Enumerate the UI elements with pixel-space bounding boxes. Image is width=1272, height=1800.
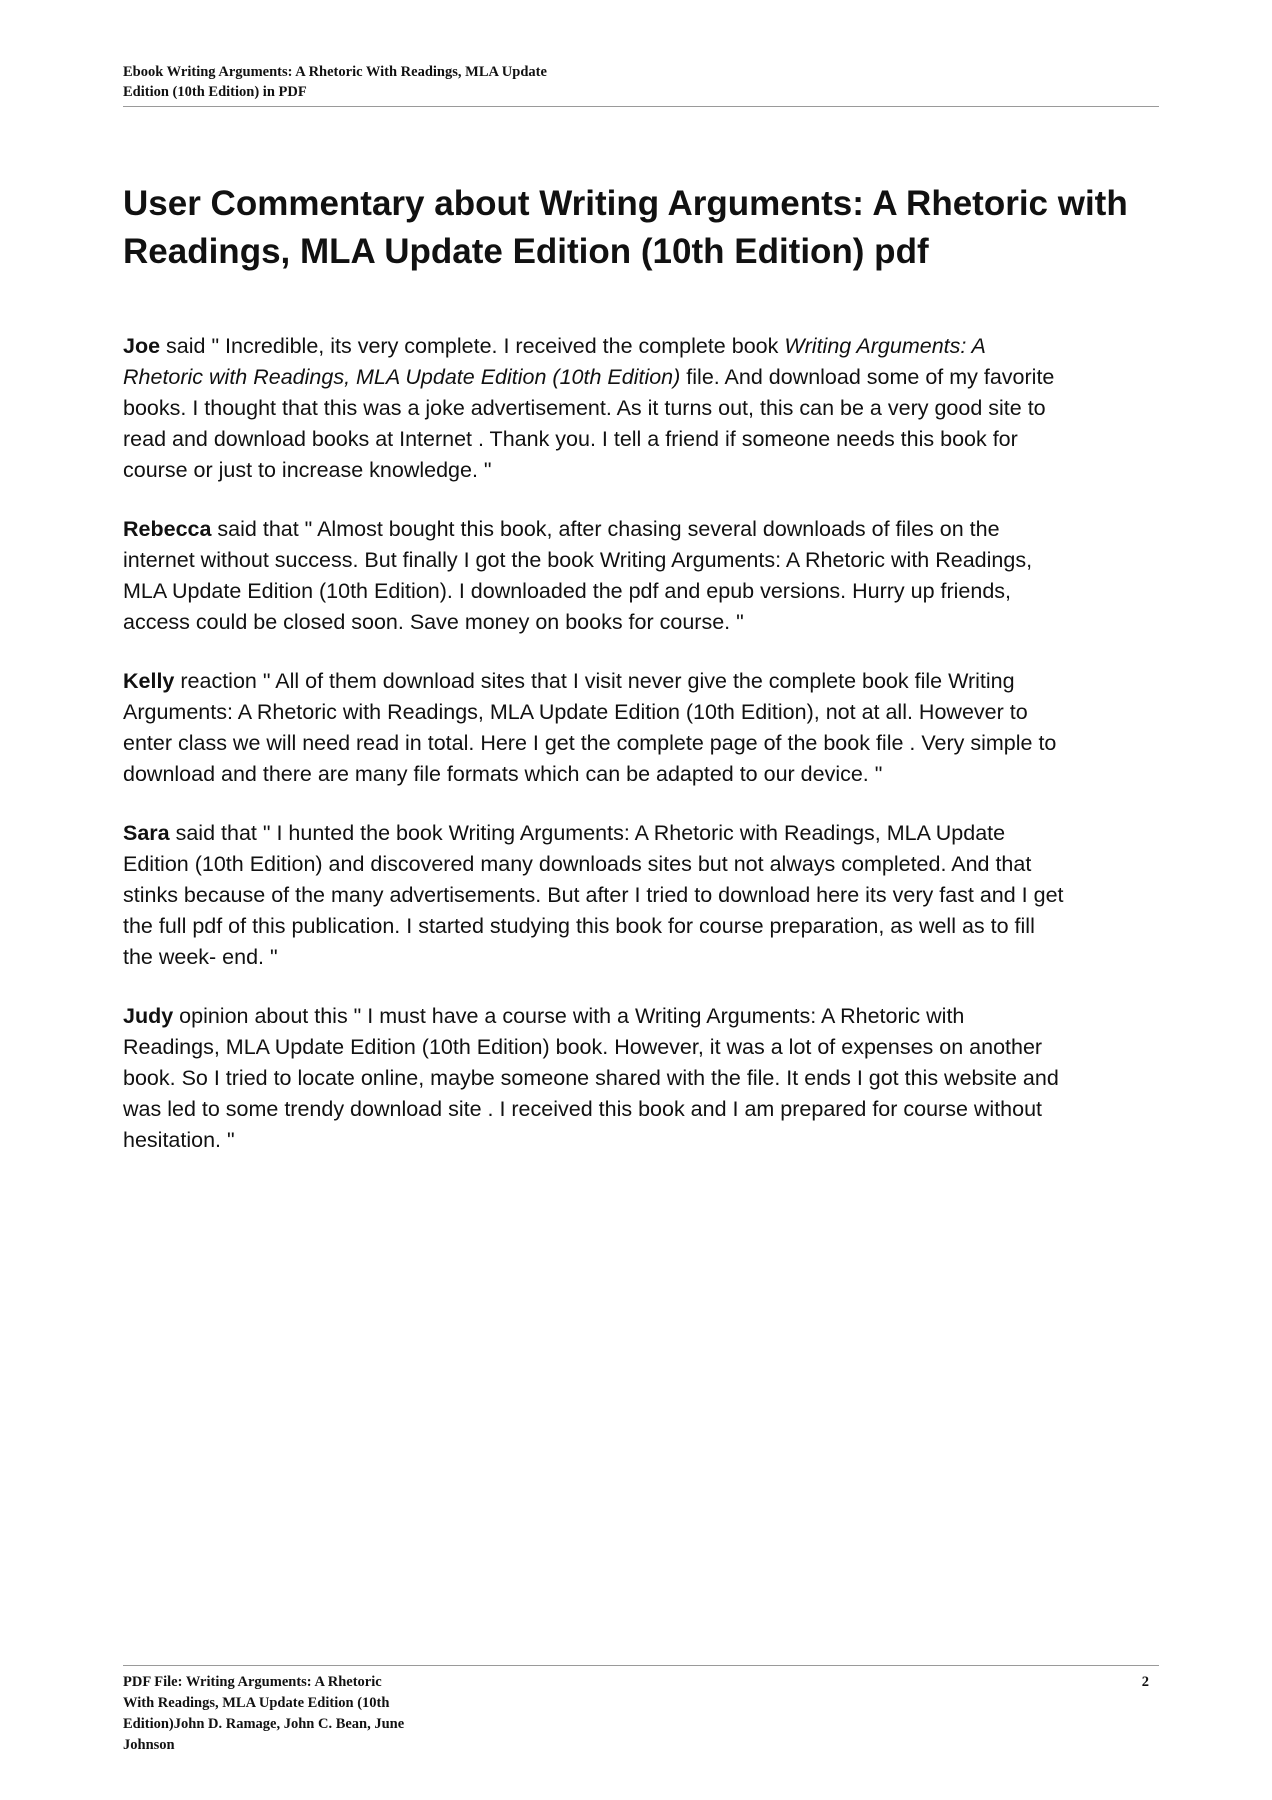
footer-divider (123, 1665, 1159, 1666)
comment-line: MLA Update Edition (10th Edition). I downloaded the pdf and epub versions. Hurry up friends, (123, 579, 1012, 603)
footer-line: PDF File: Writing Arguments: A Rhetoric (123, 1674, 382, 1690)
comment-sara (123, 818, 1173, 973)
comment-line: books. I thought that this was a joke advertisement. As it turns out, this can be a very good site to (123, 396, 1046, 420)
footer-file-info (123, 1672, 523, 1756)
comment-text: said " Incredible, its very complete. I received the complete book (160, 334, 785, 358)
comment-text: reaction " All of them download sites that I visit never give the complete book file Writing (174, 669, 1015, 693)
page-title-line: Readings, MLA Update Edition (10th Edition) pdf (123, 232, 929, 271)
comment-line (123, 514, 1173, 545)
comment-line: hesitation. " (123, 1128, 235, 1152)
footer-line: Edition)John D. Ramage, John C. Bean, June (123, 1716, 405, 1732)
comment-rebecca (123, 514, 1173, 638)
comment-line: download and there are many file formats which can be adapted to our device. " (123, 762, 883, 786)
running-header-line: Edition (10th Edition) in PDF (123, 84, 307, 100)
comment-line: the full pdf of this publication. I started studying this book for course preparation, as well as to fill (123, 914, 1035, 938)
comment-author: Joe (123, 334, 161, 358)
comment-author: Judy (123, 1004, 174, 1028)
comment-text: file. And download some of my favorite (680, 365, 1055, 389)
comment-line (123, 818, 1173, 849)
comment-line: was led to some trendy download site . I received this book and I am prepared for course without (123, 1097, 1043, 1121)
comment-joe (123, 331, 1173, 486)
comment-line (123, 331, 1173, 362)
footer-line: With Readings, MLA Update Edition (10th (123, 1695, 390, 1711)
book-title-italic: Writing Arguments: A (784, 334, 986, 358)
page-title (123, 180, 1183, 276)
page-number: 2 (1141, 1674, 1149, 1690)
comment-line: read and download books at Internet . Thank you. I tell a friend if someone needs this book for (123, 427, 1018, 451)
footer-line: Johnson (123, 1737, 175, 1753)
comment-text: said that " I hunted the book Writing Arguments: A Rhetoric with Readings, MLA Update (169, 821, 1006, 845)
comment-author: Sara (123, 821, 170, 845)
comment-line (123, 362, 1173, 393)
book-title-italic: Rhetoric with Readings, MLA Update Edition (10th Edition) (123, 365, 681, 389)
comment-line: the week- end. " (123, 945, 278, 969)
comment-judy (123, 1001, 1173, 1156)
page-title-line: User Commentary about Writing Arguments: A Rhetoric with (123, 184, 1128, 223)
header-divider (123, 106, 1159, 107)
comment-line: access could be closed soon. Save money on books for course. " (123, 610, 744, 634)
comment-line: Edition (10th Edition) and discovered many downloads sites but not always completed. And that (123, 852, 1032, 876)
comment-line (123, 1001, 1173, 1032)
comment-author: Rebecca (123, 517, 212, 541)
comment-line: stinks because of the many advertisements. But after I tried to download here its very fast and I get (123, 883, 1064, 907)
comment-line: course or just to increase knowledge. " (123, 458, 492, 482)
comment-line: book. So I tried to locate online, maybe someone shared with the file. It ends I got this website and (123, 1066, 1059, 1090)
comment-line: enter class we will need read in total. Here I get the complete page of the book file . Very simple to (123, 731, 1057, 755)
comment-line: Readings, MLA Update Edition (10th Edition) book. However, it was a lot of expenses on another (123, 1035, 1043, 1059)
comment-line: Arguments: A Rhetoric with Readings, MLA Update Edition (10th Edition), not at all. However to (123, 700, 1028, 724)
comment-author: Kelly (123, 669, 175, 693)
comment-kelly (123, 666, 1173, 790)
running-header (123, 62, 1159, 102)
comment-text: opinion about this " I must have a course with a Writing Arguments: A Rhetoric with (173, 1004, 965, 1028)
user-comments (123, 331, 1173, 1184)
comment-text: said that " Almost bought this book, after chasing several downloads of files on the (211, 517, 1000, 541)
running-header-line: Ebook Writing Arguments: A Rhetoric With Readings, MLA Update (123, 64, 547, 80)
comment-line: internet without success. But finally I got the book Writing Arguments: A Rhetoric with Readings, (123, 548, 1033, 572)
comment-line (123, 666, 1173, 697)
